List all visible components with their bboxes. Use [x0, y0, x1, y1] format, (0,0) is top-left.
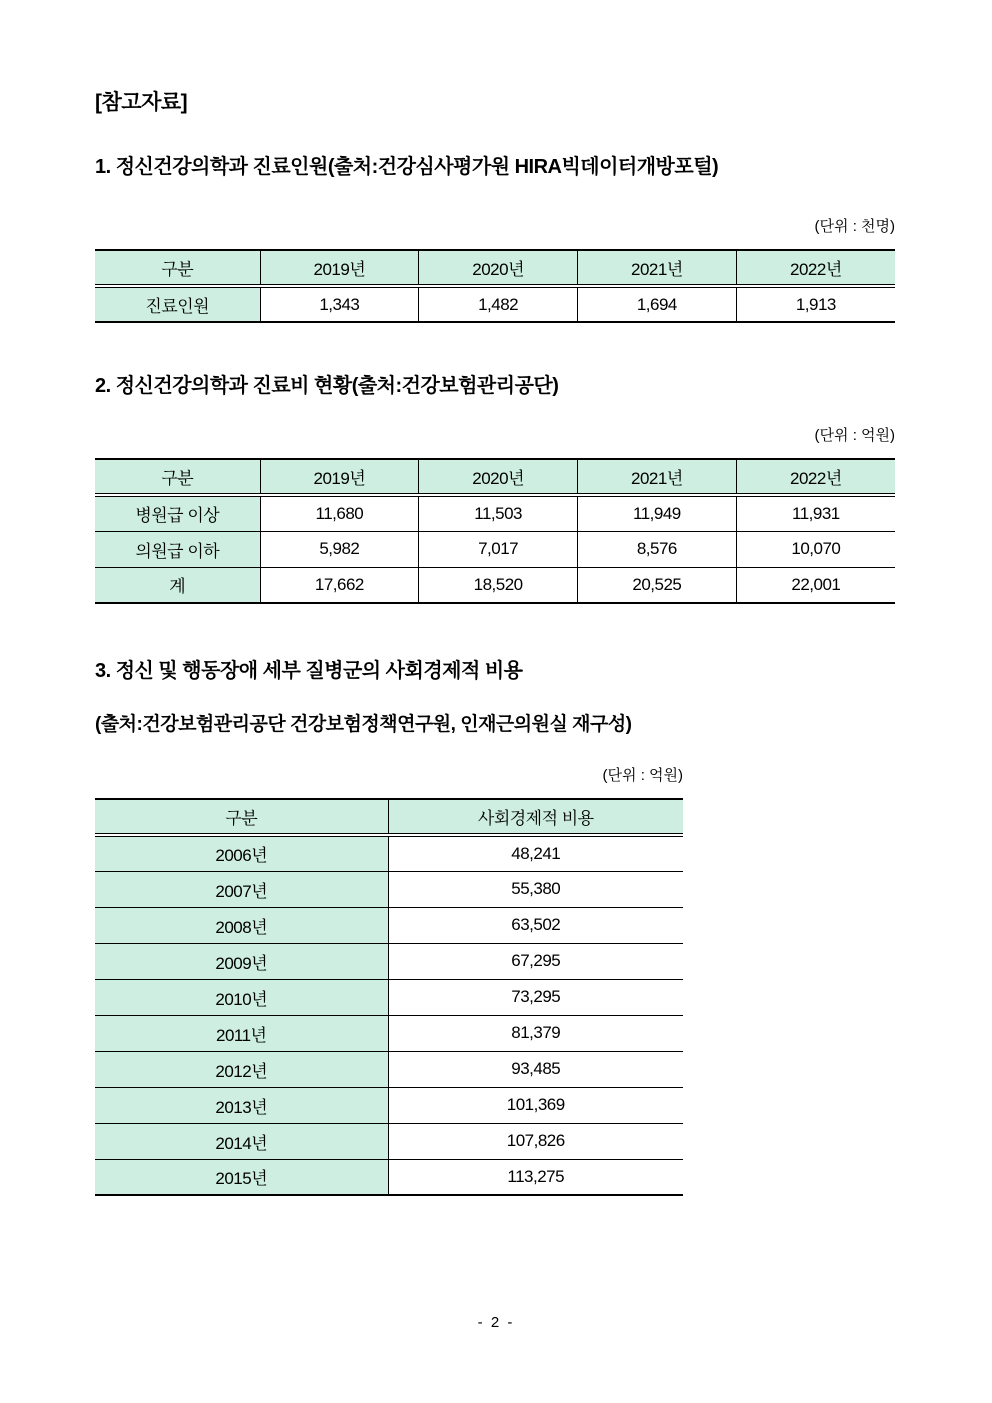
table-header-row	[95, 459, 895, 495]
row-header-cell: 진료인원	[95, 286, 260, 322]
page-number: - 2 -	[477, 1314, 515, 1331]
column-header: 2022년	[736, 250, 895, 286]
table-row	[95, 1123, 683, 1159]
row-header-cell: 2013년	[95, 1087, 388, 1123]
column-header: 2020년	[419, 250, 578, 286]
value-cell: 63,502	[388, 907, 683, 943]
treatment-cost-table	[95, 458, 895, 604]
row-header-cell: 2009년	[95, 943, 388, 979]
table-row	[95, 286, 895, 322]
value-cell: 11,931	[736, 495, 895, 531]
value-cell: 18,520	[419, 567, 578, 603]
row-header-cell: 계	[95, 567, 260, 603]
unit-label: (단위 : 천명)	[814, 218, 895, 235]
value-cell: 8,576	[578, 531, 737, 567]
socioeconomic-cost-table	[95, 798, 683, 1196]
table-row	[95, 567, 895, 603]
value-cell: 11,680	[260, 495, 419, 531]
value-cell: 11,503	[419, 495, 578, 531]
column-header: 사회경제적 비용	[388, 799, 683, 835]
table-header-row	[95, 250, 895, 286]
row-header-cell: 2011년	[95, 1015, 388, 1051]
table-row	[95, 1015, 683, 1051]
table-row	[95, 907, 683, 943]
column-header: 2021년	[578, 250, 737, 286]
value-cell: 55,380	[388, 871, 683, 907]
table-row	[95, 943, 683, 979]
column-header: 2019년	[260, 459, 419, 495]
table-row	[95, 531, 895, 567]
value-cell: 48,241	[388, 835, 683, 871]
section-2-heading: 2. 정신건강의학과 진료비 현황(출처:건강보험관리공단)	[95, 375, 559, 397]
row-header-cell: 2012년	[95, 1051, 388, 1087]
table-row	[95, 1159, 683, 1195]
page-title: [참고자료]	[95, 91, 188, 114]
value-cell: 113,275	[388, 1159, 683, 1195]
column-header: 구분	[95, 250, 260, 286]
section-patient-count	[95, 150, 895, 323]
column-header: 2021년	[578, 459, 737, 495]
column-header: 2019년	[260, 250, 419, 286]
row-header-cell: 2008년	[95, 907, 388, 943]
value-cell: 81,379	[388, 1015, 683, 1051]
row-header-cell: 2007년	[95, 871, 388, 907]
value-cell: 73,295	[388, 979, 683, 1015]
section-treatment-cost	[95, 369, 895, 604]
value-cell: 93,485	[388, 1051, 683, 1087]
source-line: (출처:건강보험관리공단 건강보험정책연구원, 인재근의원실 재구성)	[95, 714, 632, 735]
value-cell: 1,694	[578, 286, 737, 322]
value-cell: 22,001	[736, 567, 895, 603]
row-header-cell: 2014년	[95, 1123, 388, 1159]
column-header: 2020년	[419, 459, 578, 495]
table-row	[95, 871, 683, 907]
section-socioeconomic-cost	[95, 654, 895, 1196]
row-header-cell: 2006년	[95, 835, 388, 871]
table-row	[95, 1051, 683, 1087]
column-header: 2022년	[736, 459, 895, 495]
table-row	[95, 495, 895, 531]
value-cell: 5,982	[260, 531, 419, 567]
value-cell: 1,913	[736, 286, 895, 322]
section-1-heading: 1. 정신건강의학과 진료인원(출처:건강심사평가원 HIRA빅데이터개방포털)	[95, 156, 719, 178]
value-cell: 101,369	[388, 1087, 683, 1123]
value-cell: 1,482	[419, 286, 578, 322]
value-cell: 67,295	[388, 943, 683, 979]
value-cell: 7,017	[419, 531, 578, 567]
value-cell: 107,826	[388, 1123, 683, 1159]
column-header: 구분	[95, 459, 260, 495]
row-header-cell: 의원급 이하	[95, 531, 260, 567]
unit-label: (단위 : 억원)	[814, 427, 895, 444]
value-cell: 1,343	[260, 286, 419, 322]
unit-label: (단위 : 억원)	[602, 767, 683, 784]
table-row	[95, 1087, 683, 1123]
table-header-row	[95, 799, 683, 835]
value-cell: 17,662	[260, 567, 419, 603]
value-cell: 20,525	[578, 567, 737, 603]
patient-count-table	[95, 249, 895, 323]
value-cell: 11,949	[578, 495, 737, 531]
section-3-heading: 3. 정신 및 행동장애 세부 질병군의 사회경제적 비용	[95, 660, 523, 682]
row-header-cell: 병원급 이상	[95, 495, 260, 531]
table-row	[95, 979, 683, 1015]
row-header-cell: 2015년	[95, 1159, 388, 1195]
table-row	[95, 835, 683, 871]
column-header: 구분	[95, 799, 388, 835]
row-header-cell: 2010년	[95, 979, 388, 1015]
value-cell: 10,070	[736, 531, 895, 567]
